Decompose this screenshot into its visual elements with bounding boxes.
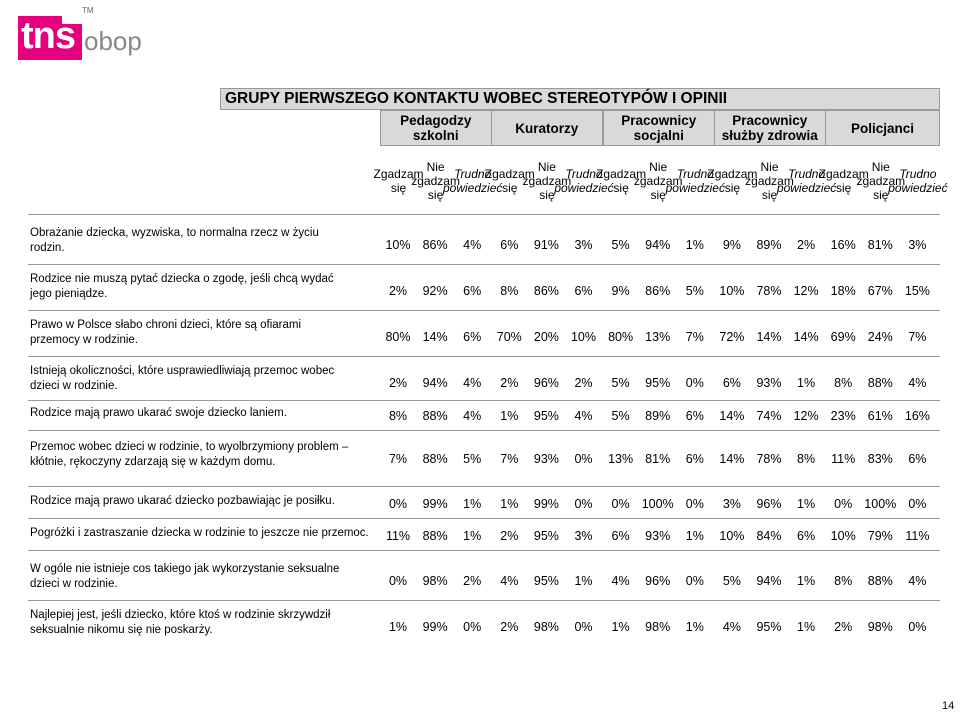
row-value: 4%: [500, 574, 519, 588]
row-value: 2%: [797, 238, 816, 252]
row-value: 4%: [722, 620, 741, 634]
row-value: 89%: [756, 238, 782, 252]
row-value: 4%: [574, 409, 593, 423]
row-value: 6%: [463, 284, 482, 298]
row-value: 2%: [500, 376, 519, 390]
logo-brand: tns: [21, 15, 75, 57]
row-value: 0%: [388, 497, 408, 511]
group-header-5: Policjanci: [825, 110, 940, 146]
row-value: 70%: [496, 330, 522, 344]
row-value: 6%: [574, 284, 593, 298]
row-value: 14%: [793, 330, 819, 344]
row-value: 93%: [533, 452, 559, 466]
table-title: GRUPY PIERWSZEGO KONTAKTU WOBEC STEREOTYPÓW I OPINII: [220, 88, 940, 110]
row-value: 81%: [867, 238, 893, 252]
row-value: 95%: [533, 574, 559, 588]
row-value: 98%: [867, 620, 893, 634]
row-value: 10%: [719, 529, 745, 543]
row-value: 1%: [500, 497, 519, 511]
row-value: 0%: [908, 620, 927, 634]
row-divider: [28, 400, 940, 401]
row-value: 0%: [463, 620, 482, 634]
row-value: 81%: [645, 452, 671, 466]
row-value: 94%: [645, 238, 671, 252]
row-value: 16%: [830, 238, 856, 252]
row-value: 6%: [722, 376, 741, 390]
row-value: 6%: [797, 529, 816, 543]
row-value: 84%: [756, 529, 782, 543]
row-value: 86%: [533, 284, 559, 298]
row-value: 67%: [867, 284, 893, 298]
row-value: 0%: [388, 574, 408, 588]
row-value: 69%: [830, 330, 856, 344]
row-value: 4%: [463, 376, 482, 390]
row-value: 72%: [719, 330, 745, 344]
row-value: 12%: [793, 284, 819, 298]
row-value: 86%: [422, 238, 448, 252]
row-value: 88%: [867, 376, 893, 390]
row-question: Rodzice mają prawo ukarać dziecko pozbawiając je posiłku.: [30, 495, 335, 507]
row-value: 2%: [388, 284, 408, 298]
row-value: 0%: [908, 497, 927, 511]
row-value: 99%: [533, 497, 559, 511]
row-value: 0%: [834, 497, 853, 511]
row-question: Prawo w Polsce słabo chroni dzieci, które są ofiarami przemocy w rodzinie.: [30, 319, 302, 346]
row-value: 8%: [797, 452, 816, 466]
group-header-2: Kuratorzy: [491, 110, 603, 146]
row-question: Rodzice nie muszą pytać dziecka o zgodę, jeśli chcą wydać jego pieniądze.: [30, 273, 334, 300]
row-divider: [28, 356, 940, 357]
row-value: 4%: [611, 574, 630, 588]
row-question: Istnieją okoliczności, które usprawiedliwiają przemoc wobec dzieci w rodzinie.: [30, 365, 335, 392]
row-value: 4%: [908, 376, 927, 390]
table-row: [28, 562, 940, 598]
row-value: 88%: [422, 529, 448, 543]
group-header-3: Pracownicy socjalni: [603, 110, 715, 146]
row-value: 7%: [388, 452, 408, 466]
row-value: 8%: [388, 409, 408, 423]
row-value: 13%: [608, 452, 634, 466]
row-value: 18%: [830, 284, 856, 298]
subheader-2-2: Nie zgadzam się: [522, 160, 572, 202]
subheader-4-2: Nie zgadzam się: [745, 160, 794, 202]
row-value: 61%: [867, 409, 893, 423]
subheader-2-3: Trudno powiedzieć: [554, 167, 614, 195]
row-value: 96%: [756, 497, 782, 511]
row-value: 94%: [422, 376, 448, 390]
row-value: 6%: [611, 529, 630, 543]
row-value: 15%: [904, 284, 930, 298]
row-value: 10%: [385, 238, 411, 252]
row-value: 2%: [834, 620, 853, 634]
subheader-3-2: Nie zgadzam się: [633, 160, 683, 202]
table-row: [28, 272, 940, 312]
row-value: 100%: [864, 497, 897, 511]
row-value: 0%: [574, 452, 593, 466]
subheader-4-1: Zgadzam się: [707, 167, 758, 195]
row-value: 1%: [685, 529, 704, 543]
row-value: 3%: [722, 497, 741, 511]
row-value: 10%: [830, 529, 856, 543]
row-value: 2%: [463, 574, 482, 588]
table-row: [28, 494, 940, 516]
row-value: 1%: [797, 574, 816, 588]
row-value: 78%: [756, 452, 782, 466]
row-value: 8%: [834, 574, 853, 588]
row-divider: [28, 600, 940, 601]
row-value: 10%: [570, 330, 597, 344]
row-divider: [28, 264, 940, 265]
row-value: 7%: [500, 452, 519, 466]
row-value: 99%: [422, 497, 448, 511]
row-value: 80%: [385, 330, 411, 344]
group-header-1: Pedagodzy szkolni: [380, 110, 492, 146]
row-value: 24%: [867, 330, 893, 344]
row-value: 88%: [422, 409, 448, 423]
row-value: 4%: [463, 238, 482, 252]
row-value: 0%: [685, 497, 704, 511]
row-value: 14%: [756, 330, 782, 344]
row-value: 2%: [388, 376, 408, 390]
row-value: 86%: [645, 284, 671, 298]
row-value: 2%: [500, 529, 519, 543]
subheader-1-1: Zgadzam się: [373, 167, 424, 195]
row-value: 6%: [685, 452, 704, 466]
row-value: 5%: [722, 574, 741, 588]
row-value: 11%: [905, 529, 930, 543]
row-question: Pogróżki i zastraszanie dziecka w rodzinie to jeszcze nie przemoc.: [30, 527, 369, 539]
row-value: 99%: [422, 620, 448, 634]
row-value: 3%: [574, 238, 593, 252]
row-value: 3%: [574, 529, 593, 543]
row-value: 14%: [719, 452, 745, 466]
row-value: 100%: [641, 497, 674, 511]
table-row: [28, 406, 940, 428]
page-number: 14: [942, 700, 955, 712]
row-question: Obrażanie dziecka, wyzwiska, to normalna rzecz w życiu rodzin.: [30, 227, 319, 254]
row-value: 1%: [685, 620, 704, 634]
row-value: 0%: [611, 497, 630, 511]
row-value: 11%: [385, 529, 411, 543]
row-value: 0%: [685, 376, 704, 390]
row-value: 80%: [608, 330, 634, 344]
row-divider: [28, 518, 940, 519]
row-value: 0%: [574, 620, 593, 634]
row-value: 1%: [797, 376, 816, 390]
row-value: 6%: [685, 409, 704, 423]
row-value: 79%: [867, 529, 893, 543]
row-value: 98%: [645, 620, 671, 634]
subheader-5-2: Nie zgadzam się: [856, 160, 906, 202]
row-question: Najlepiej jest, jeśli dziecko, które ktoś w rodzinie skrzywdził seksualnie nikomu się nie poskarży.: [30, 609, 331, 636]
row-divider: [28, 214, 940, 215]
row-value: 88%: [422, 452, 448, 466]
row-value: 14%: [719, 409, 745, 423]
logo-trademark: TM: [82, 6, 94, 15]
row-value: 1%: [685, 238, 704, 252]
row-value: 5%: [685, 284, 704, 298]
row-value: 1%: [388, 620, 408, 634]
row-value: 9%: [611, 284, 630, 298]
row-divider: [28, 310, 940, 311]
subheader-1-2: Nie zgadzam się: [411, 160, 460, 202]
row-value: 1%: [463, 529, 482, 543]
row-value: 2%: [500, 620, 519, 634]
row-value: 95%: [645, 376, 671, 390]
row-value: 74%: [756, 409, 782, 423]
row-value: 8%: [834, 376, 853, 390]
row-value: 5%: [611, 409, 630, 423]
row-value: 5%: [611, 376, 630, 390]
row-value: 23%: [830, 409, 856, 423]
logo-sub: obop: [84, 26, 142, 56]
row-value: 95%: [533, 409, 559, 423]
row-value: 1%: [611, 620, 630, 634]
row-value: 96%: [645, 574, 671, 588]
row-value: 98%: [422, 574, 448, 588]
row-value: 1%: [500, 409, 519, 423]
row-value: 95%: [533, 529, 559, 543]
table-row: [28, 318, 940, 358]
row-question: Rodzice mają prawo ukarać swoje dziecko laniem.: [30, 407, 287, 419]
subheader-5-3: Trudno powiedzieć: [888, 167, 948, 195]
table-row: [28, 364, 940, 404]
row-value: 92%: [422, 284, 448, 298]
row-value: 88%: [867, 574, 893, 588]
subheader-4-3: Trudno powiedzieć: [776, 167, 837, 195]
row-value: 14%: [422, 330, 448, 344]
row-value: 9%: [722, 238, 741, 252]
row-value: 94%: [756, 574, 782, 588]
row-value: 78%: [756, 284, 782, 298]
row-value: 4%: [463, 409, 482, 423]
row-value: 93%: [645, 529, 671, 543]
row-value: 95%: [756, 620, 782, 634]
row-value: 83%: [867, 452, 893, 466]
row-value: 5%: [611, 238, 630, 252]
row-value: 1%: [463, 497, 482, 511]
row-question: Przemoc wobec dzieci w rodzinie, to wyolbrzymiony problem – kłótnie, rękoczyny zdarzają się w każdym domu.: [30, 441, 349, 468]
table-row: [28, 608, 940, 644]
row-value: 93%: [756, 376, 782, 390]
row-value: 89%: [645, 409, 671, 423]
row-value: 91%: [533, 238, 559, 252]
row-value: 13%: [645, 330, 671, 344]
table-row: [28, 440, 940, 486]
row-value: 6%: [463, 330, 482, 344]
row-divider: [28, 430, 940, 431]
row-value: 2%: [574, 376, 593, 390]
row-value: 12%: [793, 409, 819, 423]
table-row: [28, 526, 940, 548]
row-value: 98%: [533, 620, 559, 634]
row-value: 3%: [908, 238, 927, 252]
row-divider: [28, 486, 940, 487]
row-value: 0%: [685, 574, 704, 588]
row-value: 6%: [500, 238, 519, 252]
row-value: 0%: [574, 497, 593, 511]
row-value: 8%: [500, 284, 519, 298]
row-value: 1%: [574, 574, 593, 588]
row-value: 4%: [908, 574, 927, 588]
row-value: 6%: [908, 452, 927, 466]
row-value: 1%: [797, 497, 816, 511]
table-row: [28, 226, 940, 266]
subheader-5-1: Zgadzam się: [818, 167, 869, 195]
row-value: 1%: [797, 620, 816, 634]
row-value: 10%: [719, 284, 745, 298]
row-value: 5%: [463, 452, 482, 466]
subheader-3-3: Trudno powiedzieć: [665, 167, 725, 195]
row-divider: [28, 550, 940, 551]
subheader-1-3: Trudno powiedzieć: [443, 167, 503, 195]
row-value: 11%: [831, 452, 856, 466]
row-question: W ogóle nie istnieje cos takiego jak wykorzystanie seksualne dzieci w rodzinie.: [30, 563, 340, 590]
row-value: 96%: [533, 376, 559, 390]
row-value: 16%: [904, 409, 930, 423]
row-value: 7%: [685, 330, 704, 344]
subheader-2-1: Zgadzam się: [484, 167, 535, 195]
row-value: 7%: [908, 330, 927, 344]
subheader-3-1: Zgadzam się: [596, 167, 647, 195]
group-header-4: Pracownicy służby zdrowia: [714, 110, 826, 146]
row-value: 20%: [533, 330, 559, 344]
